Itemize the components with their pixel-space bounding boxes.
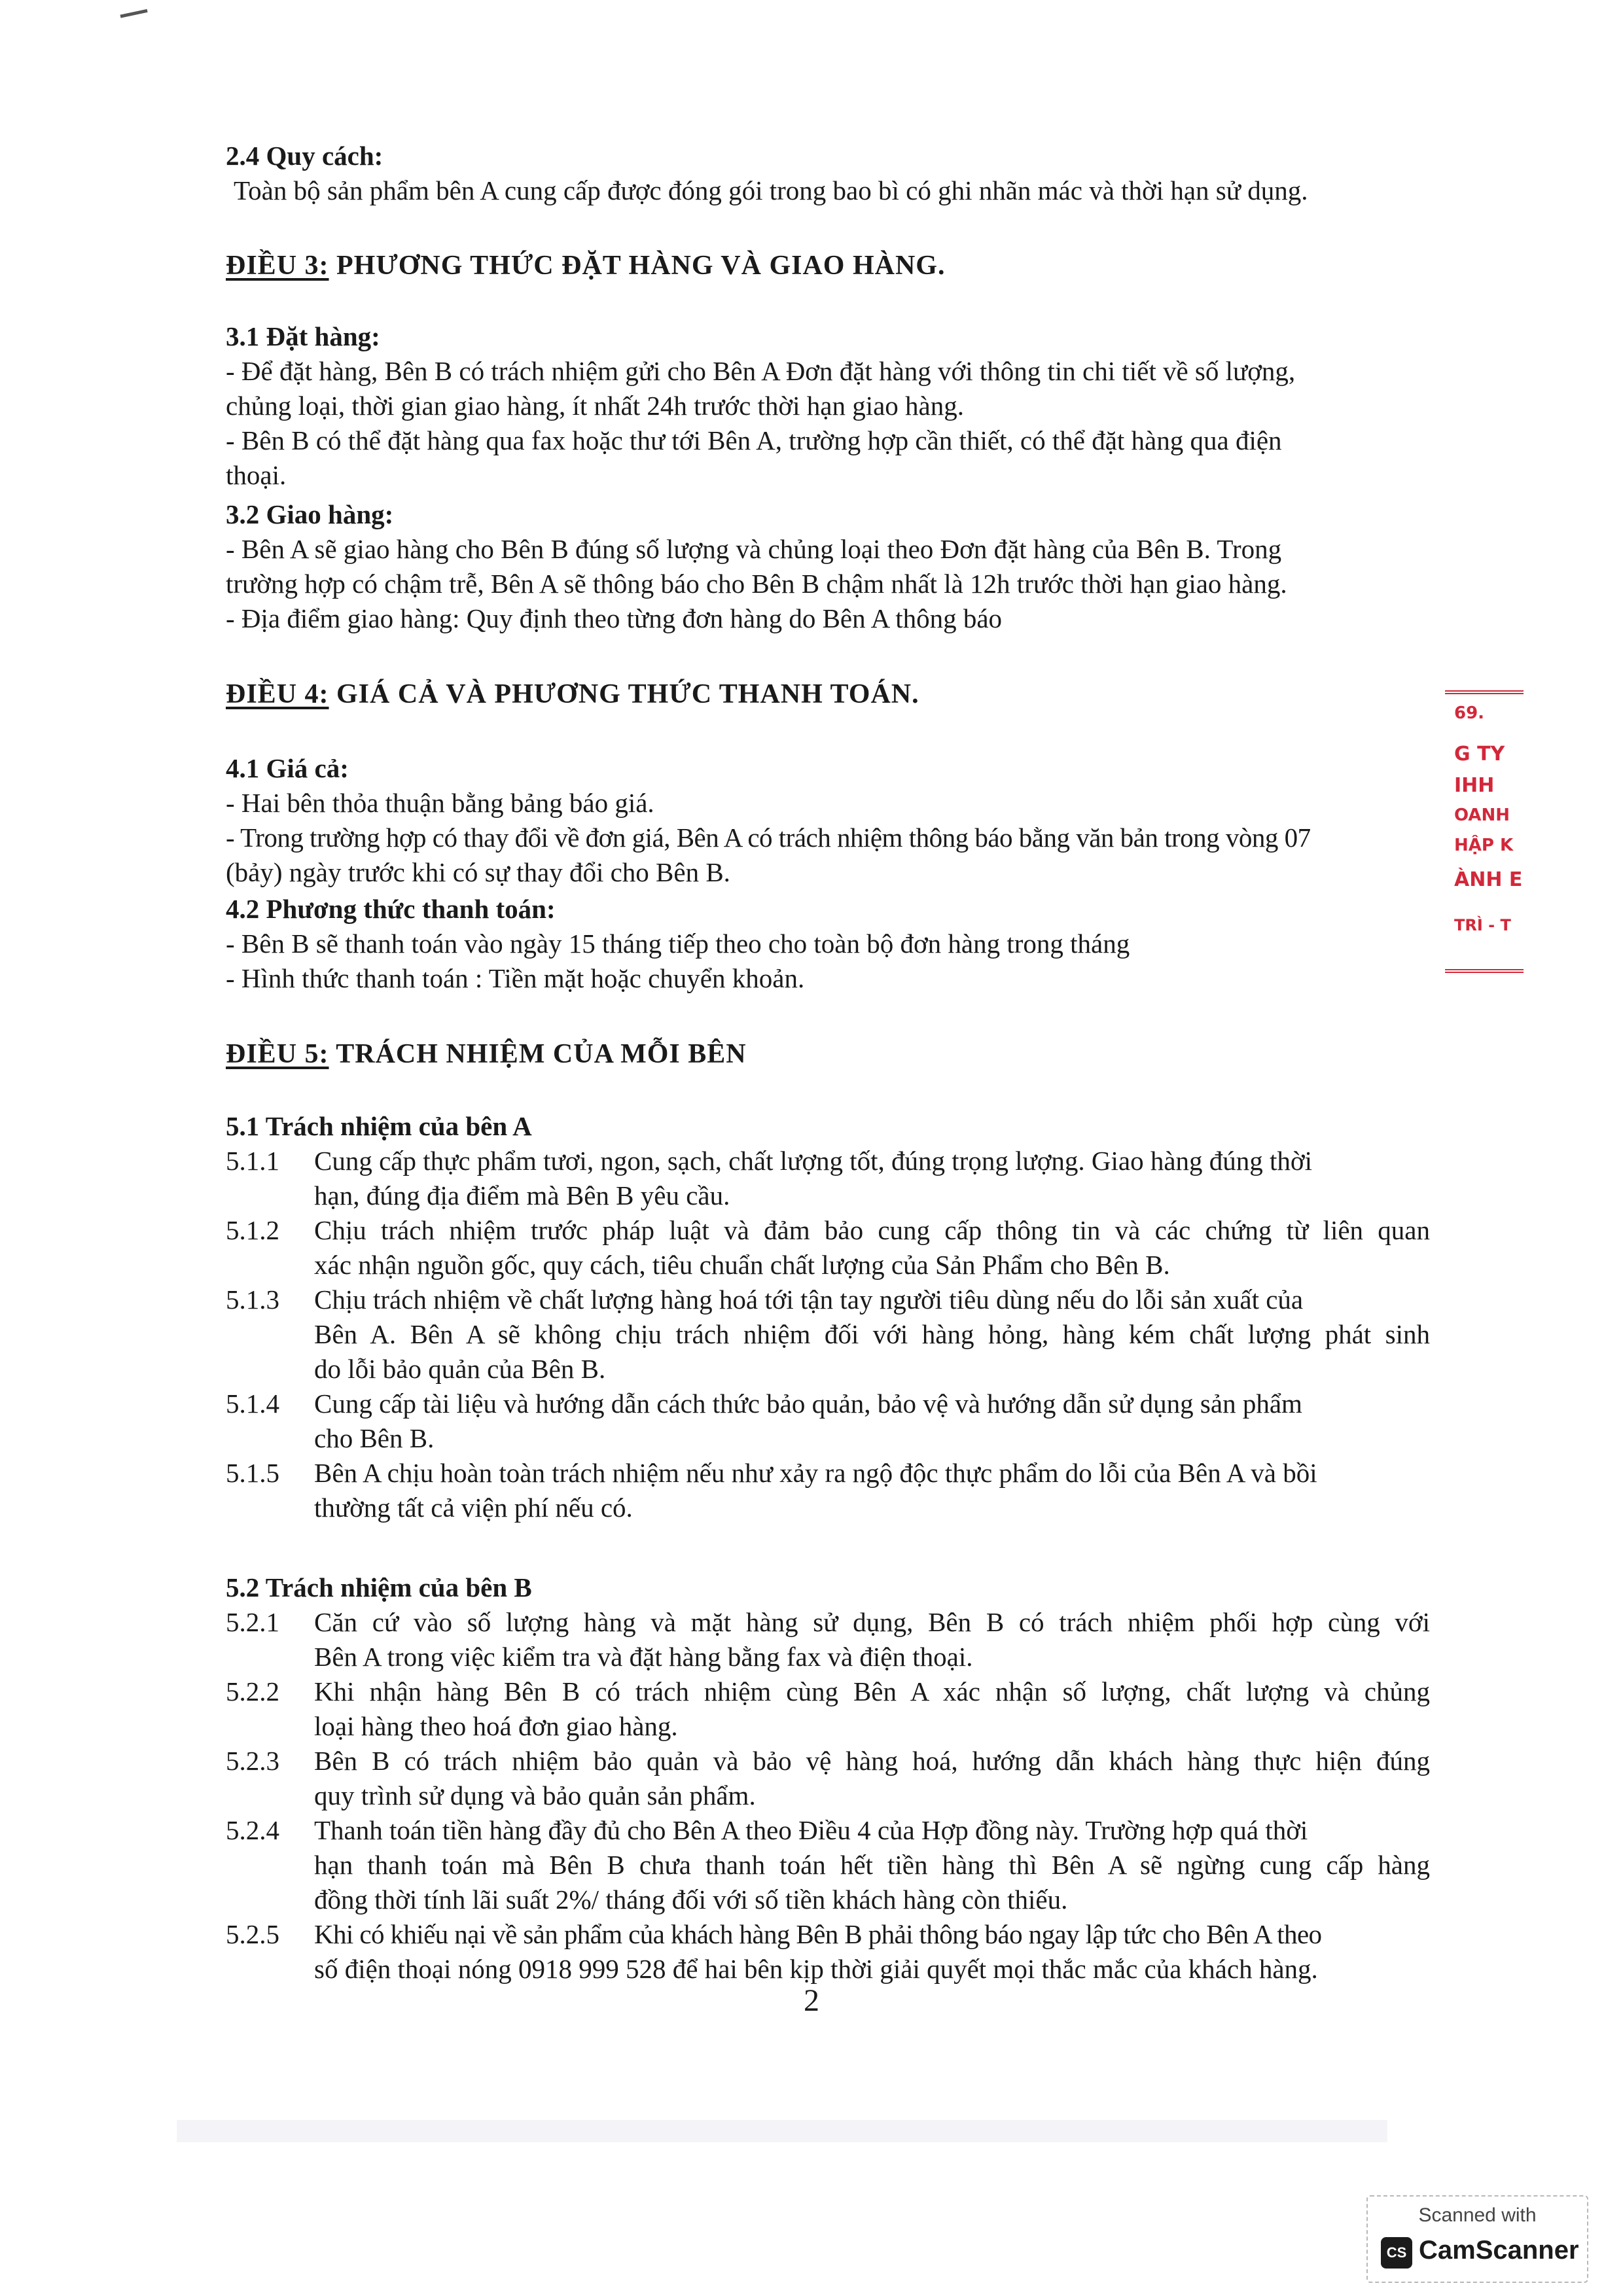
stamp-text: ÀNH E — [1454, 868, 1523, 891]
list-item — [226, 1144, 1430, 1213]
list-item — [226, 1917, 1430, 1987]
item-line: Thanh toán tiền hàng đầy đủ cho Bên A theo Điều 4 của Hợp đồng này. Trường hợp quá thời — [314, 1815, 1308, 1845]
item-number: 5.2.2 — [226, 1676, 279, 1706]
item-line: đồng thời tính lãi suất 2%/ tháng đối với số tiền khách hàng còn thiếu. — [314, 1884, 1068, 1915]
item-number: 5.2.1 — [226, 1607, 279, 1637]
item-line: Bên B có trách nhiệm bảo quản và bảo vệ hàng hoá, hướng dẫn khách hàng thực hiện đúng — [314, 1746, 1430, 1776]
section-3-2-line: - Bên A sẽ giao hàng cho Bên B đúng số lượng và chủng loại theo Đơn đặt hàng của Bên B. Trong — [226, 534, 1282, 564]
article-3-title: PHƯƠNG THỨC ĐẶT HÀNG VÀ GIAO HÀNG. — [329, 251, 946, 281]
page-number: 2 — [804, 1983, 819, 2018]
section-3-2-line: - Địa điểm giao hàng: Quy định theo từng đơn hàng do Bên A thông báo — [226, 603, 1003, 633]
scan-shadow — [177, 2120, 1387, 2142]
company-stamp — [1452, 690, 1523, 965]
item-line: loại hàng theo hoá đơn giao hàng. — [314, 1711, 678, 1741]
stamp-text: IHH — [1454, 774, 1495, 797]
article-4-label: ĐIỀU 4: — [226, 679, 329, 709]
item-number: 5.1.1 — [226, 1146, 279, 1176]
list-item — [226, 1605, 1430, 1674]
section-2-4-title: 2.4 Quy cách: — [226, 141, 383, 171]
item-line: Chịu trách nhiệm trước pháp luật và đảm bảo cung cấp thông tin và các chứng từ liên quan — [314, 1215, 1430, 1245]
list-item — [226, 1282, 1430, 1386]
item-line: quy trình sử dụng và bảo quản sản phẩm. — [314, 1780, 756, 1810]
section-5-2 — [226, 1570, 1430, 1987]
section-3-1-title: 3.1 Đặt hàng: — [226, 321, 380, 351]
section-3-1 — [226, 319, 1450, 493]
item-number: 5.2.5 — [226, 1919, 279, 1949]
item-line: xác nhận nguồn gốc, quy cách, tiêu chuẩn chất lượng của Sản Phẩm cho Bên B. — [314, 1250, 1170, 1280]
scan-corner-mark — [120, 9, 149, 27]
section-3-2-title: 3.2 Giao hàng: — [226, 499, 394, 529]
list-item — [226, 1674, 1430, 1744]
item-line: Bên A. Bên A sẽ không chịu trách nhiệm đối với hàng hỏng, hàng kém chất lượng phát sinh — [314, 1319, 1430, 1349]
stamp-text: OANH — [1454, 805, 1510, 825]
section-3-1-line: - Để đặt hàng, Bên B có trách nhiệm gửi cho Bên A Đơn đặt hàng với thông tin chi tiết về số lượng, — [226, 356, 1296, 386]
item-line: Bên A chịu hoàn toàn trách nhiệm nếu như xảy ra ngộ độc thực phẩm do lỗi của Bên A và bồi — [314, 1458, 1317, 1488]
section-5-2-title: 5.2 Trách nhiệm của bên B — [226, 1572, 532, 1602]
section-5-1-title: 5.1 Trách nhiệm của bên A — [226, 1111, 532, 1141]
camscanner-badge — [1366, 2195, 1588, 2283]
camscanner-logo-icon: CS — [1381, 2237, 1412, 2269]
section-4-2-line: - Hình thức thanh toán : Tiền mặt hoặc chuyển khoản. — [226, 963, 805, 993]
item-line: Cung cấp thực phẩm tươi, ngon, sạch, chất lượng tốt, đúng trọng lượng. Giao hàng đúng thời — [314, 1146, 1312, 1176]
section-5-1 — [226, 1109, 1430, 1525]
item-line: do lỗi bảo quản của Bên B. — [314, 1354, 606, 1384]
section-3-1-line: chủng loại, thời gian giao hàng, ít nhất 24h trước thời hạn giao hàng. — [226, 391, 964, 421]
article-3-label: ĐIỀU 3: — [226, 251, 329, 281]
section-3-2-line: trường hợp có chậm trễ, Bên A sẽ thông báo cho Bên B chậm nhất là 12h trước thời hạn giao hàng. — [226, 569, 1287, 599]
article-4-title: GIÁ CẢ VÀ PHƯƠNG THỨC THANH TOÁN. — [329, 679, 919, 709]
item-number: 5.1.3 — [226, 1284, 279, 1315]
item-number: 5.1.5 — [226, 1458, 279, 1488]
stamp-text: 69. — [1454, 703, 1485, 723]
stamp-text: HẬP K — [1454, 836, 1514, 855]
section-4-1-line: - Hai bên thỏa thuận bằng bảng báo giá. — [226, 788, 654, 818]
list-item — [226, 1386, 1430, 1456]
item-number: 5.2.4 — [226, 1815, 279, 1845]
item-number: 5.1.2 — [226, 1215, 279, 1245]
section-2-4 — [226, 139, 1450, 208]
item-line: cho Bên B. — [314, 1423, 435, 1453]
section-4-2-line: - Bên B sẽ thanh toán vào ngày 15 tháng tiếp theo cho toàn bộ đơn hàng trong tháng — [226, 928, 1130, 959]
list-item — [226, 1456, 1430, 1525]
item-line: Khi nhận hàng Bên B có trách nhiệm cùng Bên A xác nhận số lượng, chất lượng và chủng — [314, 1676, 1430, 1706]
section-4-2 — [226, 892, 1450, 996]
list-item — [226, 1744, 1430, 1813]
section-4-1-line: (bảy) ngày trước khi có sự thay đổi cho Bên B. — [226, 857, 730, 887]
stamp-text: G TY — [1454, 743, 1505, 766]
section-4-1-line: - Trong trường hợp có thay đổi về đơn giá, Bên A có trách nhiệm thông báo bằng văn bản trong vòng 07 — [226, 822, 1311, 853]
section-4-2-title: 4.2 Phương thức thanh toán: — [226, 894, 556, 924]
section-2-4-text: Toàn bộ sản phẩm bên A cung cấp được đóng gói trong bao bì có ghi nhãn mác và thời hạn sử dụng. — [234, 175, 1308, 205]
item-line: Căn cứ vào số lượng hàng và mặt hàng sử dụng, Bên B có trách nhiệm phối hợp cùng với — [314, 1607, 1430, 1637]
section-4-1 — [226, 751, 1450, 890]
section-3-1-line: - Bên B có thể đặt hàng qua fax hoặc thư tới Bên A, trường hợp cần thiết, có thể đặt hàng qua điện — [226, 425, 1282, 455]
item-line: Cung cấp tài liệu và hướng dẫn cách thức bảo quản, bảo vệ và hướng dẫn sử dụng sản phẩm — [314, 1388, 1302, 1419]
item-number: 5.2.3 — [226, 1746, 279, 1776]
article-5-label: ĐIỀU 5: — [226, 1039, 329, 1069]
item-line: Bên A trong việc kiểm tra và đặt hàng bằng fax và điện thoại. — [314, 1642, 973, 1672]
section-4-1-title: 4.1 Giá cả: — [226, 753, 349, 783]
list-item — [226, 1213, 1430, 1282]
article-5-heading — [226, 1037, 1450, 1072]
section-3-1-line: thoại. — [226, 460, 287, 490]
article-3-heading — [226, 249, 1450, 283]
item-line: hạn, đúng địa điểm mà Bên B yêu cầu. — [314, 1180, 730, 1210]
item-number: 5.1.4 — [226, 1388, 279, 1419]
item-line: số điện thoại nóng 0918 999 528 để hai bên kịp thời giải quyết mọi thắc mắc của khách hàng. — [314, 1954, 1318, 1984]
item-line: Khi có khiếu nại về sản phẩm của khách hàng Bên B phải thông báo ngay lập tức cho Bên A theo — [314, 1919, 1322, 1949]
item-line: Chịu trách nhiệm về chất lượng hàng hoá tới tận tay người tiêu dùng nếu do lỗi sản xuất của — [314, 1284, 1304, 1315]
stamp-text: TRÌ - T — [1454, 916, 1511, 934]
list-item — [226, 1813, 1430, 1917]
item-line: hạn thanh toán mà Bên B chưa thanh toán hết tiền hàng thì Bên A sẽ ngừng cung cấp hàng — [314, 1850, 1430, 1880]
article-5-title: TRÁCH NHIỆM CỦA MỖI BÊN — [329, 1039, 747, 1069]
item-line: thường tất cả viện phí nếu có. — [314, 1492, 633, 1523]
section-3-2 — [226, 497, 1450, 636]
article-4-heading — [226, 677, 1450, 712]
scanner-caption: Scanned with — [1418, 2204, 1537, 2226]
scanner-name: CamScanner — [1419, 2236, 1579, 2265]
